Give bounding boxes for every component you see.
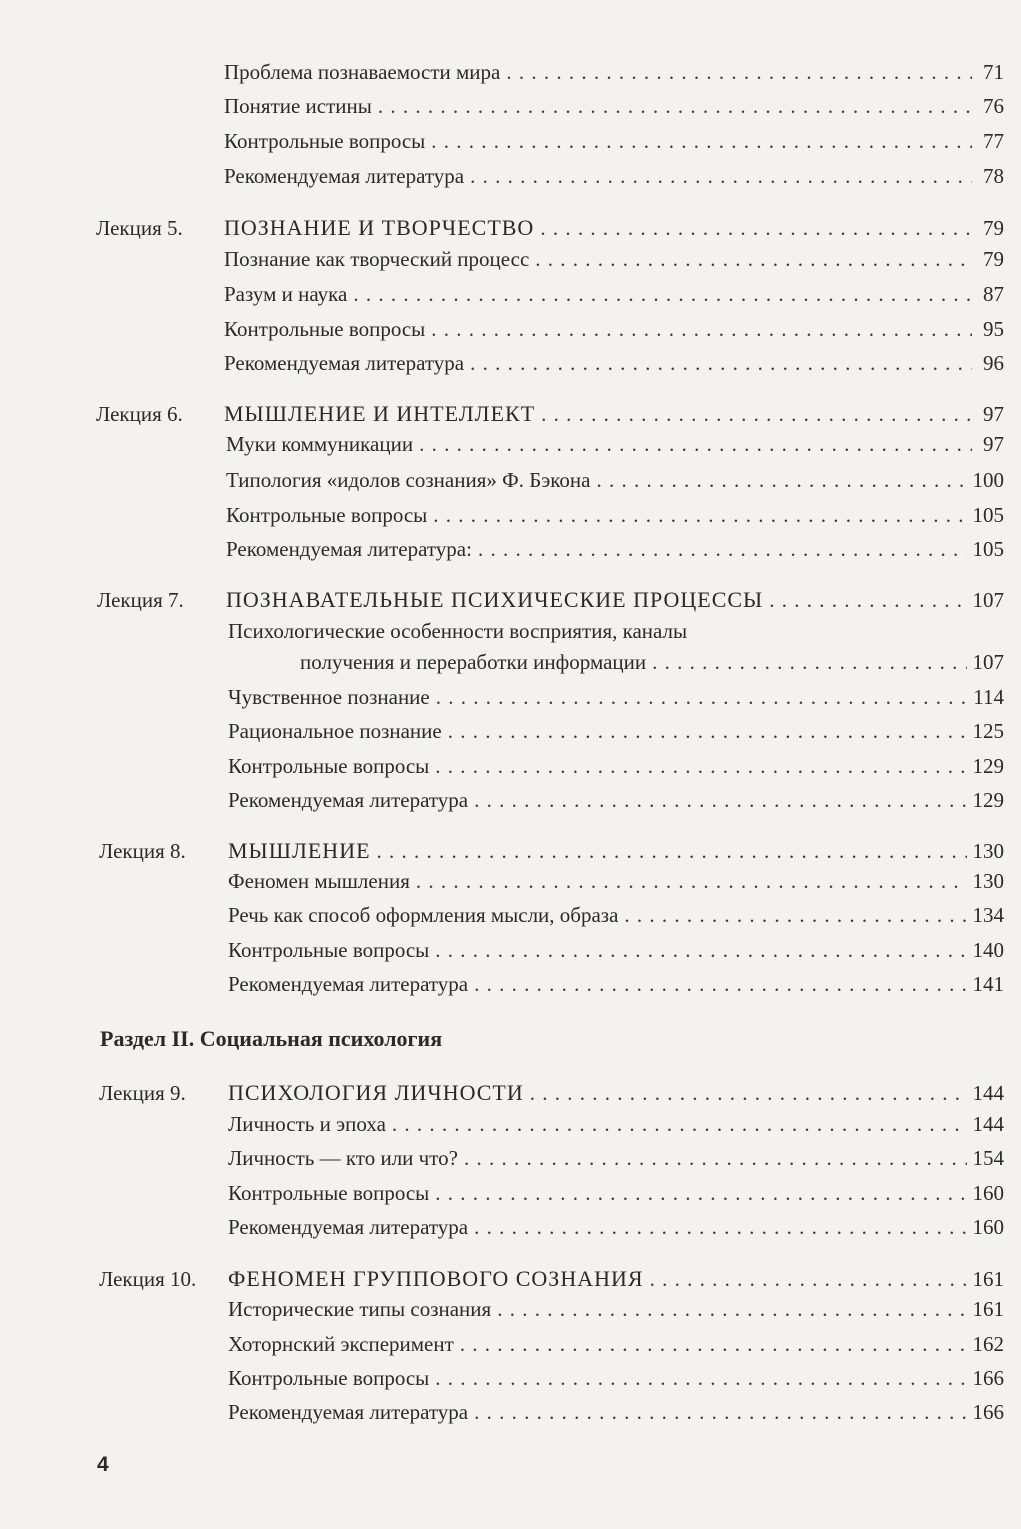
toc-entry-title: Контрольные вопросы [224, 317, 426, 341]
toc-entry-title: получения и переработки информации [300, 650, 647, 674]
dot-leader [448, 717, 967, 745]
dot-leader [435, 1364, 966, 1392]
dot-leader [540, 214, 972, 242]
dot-leader [530, 1079, 967, 1107]
toc-entry-page: 162 [972, 1332, 1004, 1356]
toc-entry-page: 144 [972, 1112, 1004, 1136]
toc-entry-title: ПОЗНАНИЕ И ТВОРЧЕСТВО [224, 215, 535, 240]
toc-entry-page: 79 [983, 216, 1004, 240]
toc-entry-page: 78 [983, 164, 1004, 188]
toc-entry-title: Хоторнский эксперимент [228, 1332, 454, 1356]
toc-entry [226, 430, 1004, 458]
toc-lecture-entry [228, 1265, 1004, 1293]
toc-entry [228, 683, 1004, 711]
toc-entry [228, 1144, 1004, 1172]
toc-entry-page: 71 [983, 60, 1004, 84]
toc-entry [228, 936, 1004, 964]
toc-entry-page: 76 [983, 94, 1004, 118]
dot-leader [470, 162, 972, 190]
toc-entry-title: Контрольные вопросы [228, 1366, 430, 1390]
dot-leader [460, 1330, 967, 1358]
toc-entry-page: 130 [972, 839, 1004, 863]
lecture-label: Лекция 7. [97, 588, 184, 612]
lecture-label: Лекция 6. [96, 402, 183, 426]
toc-entry-page: 97 [983, 402, 1004, 426]
toc-entry [228, 1295, 1004, 1323]
toc-entry [226, 535, 1004, 563]
toc-entry [224, 245, 1004, 273]
toc-entry [226, 466, 1004, 494]
dot-leader [431, 127, 972, 155]
dot-leader [433, 501, 966, 529]
toc-entry [228, 1213, 1004, 1241]
toc-entry [228, 786, 1004, 814]
toc-entry-page: 129 [972, 754, 1004, 778]
toc-entry [226, 501, 1004, 529]
toc-entry [228, 717, 1004, 745]
toc-entry-title: Рекомендуемая литература [228, 1215, 469, 1239]
dot-leader [392, 1110, 967, 1138]
dot-leader [596, 466, 966, 494]
dot-leader [435, 1179, 966, 1207]
toc-entry-page: 161 [972, 1267, 1004, 1291]
toc-entry [228, 1364, 1004, 1392]
dot-leader [650, 1265, 967, 1293]
toc-entry-page: 161 [972, 1297, 1004, 1321]
toc-entry-title: Рекомендуемая литература [228, 1400, 469, 1424]
toc-lecture-entry [226, 586, 1004, 614]
toc-entry [228, 1110, 1004, 1138]
toc-entry-page: 107 [972, 650, 1004, 674]
toc-entry-title: Исторические типы сознания [228, 1297, 492, 1321]
lecture-label: Лекция 8. [99, 839, 186, 863]
toc-entry [228, 752, 1004, 780]
toc-entry-title: Контрольные вопросы [228, 754, 430, 778]
toc-entry-page: 140 [972, 938, 1004, 962]
dot-leader [377, 837, 967, 865]
toc-entry [228, 1398, 1004, 1426]
toc-entry-page: 125 [972, 719, 1004, 743]
toc-entry-title: Познание как творческий процесс [224, 247, 530, 271]
lecture-label: Лекция 9. [99, 1081, 186, 1105]
toc-entry-page: 160 [972, 1215, 1004, 1239]
toc-entry [224, 315, 1004, 343]
toc-entry-title: Личность и эпоха [228, 1112, 386, 1136]
toc-entry-title: Рекомендуемая литература: [226, 537, 472, 561]
toc-entry-title-line1: Психологические особенности восприятия, каналы [228, 619, 688, 643]
dot-leader [652, 648, 966, 676]
toc-entry-page: 100 [972, 468, 1004, 492]
dot-leader [464, 1144, 967, 1172]
page-number: 4 [97, 1453, 109, 1476]
dot-leader [497, 1295, 966, 1323]
toc-entry-title: Рациональное познание [228, 719, 442, 743]
dot-leader [470, 349, 972, 377]
toc-lecture-entry [228, 837, 1004, 865]
toc-entry [228, 1179, 1004, 1207]
toc-entry-page: 141 [972, 972, 1004, 996]
section-heading: Раздел II. Социальная психология [100, 1026, 443, 1051]
dot-leader [416, 867, 967, 895]
dot-leader [506, 58, 972, 86]
toc-entry-page: 79 [983, 247, 1004, 271]
toc-entry-title: Рекомендуемая литература [224, 164, 465, 188]
toc-entry [228, 867, 1004, 895]
toc-entry-title: Речь как способ оформления мысли, образа [228, 903, 619, 927]
toc-entry [300, 648, 1004, 676]
toc-entry-page: 107 [972, 588, 1004, 612]
dot-leader [541, 400, 972, 428]
toc-entry-title: МЫШЛЕНИЕ [228, 838, 371, 863]
toc-lecture-entry [224, 214, 1004, 242]
toc-entry-title: Чувственное познание [228, 685, 430, 709]
dot-leader [474, 970, 966, 998]
toc-entry [228, 1330, 1004, 1358]
toc-entry [224, 92, 1004, 120]
toc-entry-title: Контрольные вопросы [226, 503, 428, 527]
lecture-label: Лекция 5. [96, 216, 183, 240]
toc-entry-page: 114 [973, 685, 1004, 709]
toc-entry-title: Рекомендуемая литература [228, 788, 469, 812]
toc-entry-page: 105 [972, 537, 1004, 561]
toc-entry-title: Рекомендуемая литература [224, 351, 465, 375]
toc-entry-title: ПОЗНАВАТЕЛЬНЫЕ ПСИХИЧЕСКИЕ ПРОЦЕССЫ [226, 587, 764, 612]
toc-entry-page: 166 [972, 1366, 1004, 1390]
toc-entry-page: 87 [983, 282, 1004, 306]
toc-entry-title: Личность — кто или что? [228, 1146, 458, 1170]
toc-entry-title: Контрольные вопросы [224, 129, 426, 153]
dot-leader [435, 936, 966, 964]
dot-leader [478, 535, 967, 563]
toc-entry-page: 96 [983, 351, 1004, 375]
toc-entry-page: 144 [972, 1081, 1004, 1105]
toc-entry-title: ФЕНОМЕН ГРУППОВОГО СОЗНАНИЯ [228, 1266, 644, 1291]
toc-entry-title: Феномен мышления [228, 869, 410, 893]
dot-leader [431, 315, 972, 343]
toc-entry [224, 162, 1004, 190]
lecture-label: Лекция 10. [99, 1267, 197, 1291]
toc-entry-title: Понятие истины [224, 94, 372, 118]
dot-leader [353, 280, 972, 308]
toc-entry-page: 105 [972, 503, 1004, 527]
toc-lecture-entry [224, 400, 1004, 428]
toc-entry [228, 970, 1004, 998]
toc-entry-page: 95 [983, 317, 1004, 341]
toc-entry-page: 129 [972, 788, 1004, 812]
dot-leader [419, 430, 972, 458]
toc-entry-page: 134 [972, 903, 1004, 927]
toc-entry [224, 127, 1004, 155]
toc-entry [224, 58, 1004, 86]
dot-leader [535, 245, 972, 273]
toc-entry-title: Контрольные вопросы [228, 1181, 430, 1205]
dot-leader [474, 1398, 966, 1426]
toc-entry-page: 154 [972, 1146, 1004, 1170]
toc-entry-page: 77 [983, 129, 1004, 153]
toc-entry-title: Разум и наука [224, 282, 348, 306]
toc-entry-title: Контрольные вопросы [228, 938, 430, 962]
toc-entry-title: Муки коммуникации [226, 432, 414, 456]
dot-leader [769, 586, 966, 614]
toc-entry-page: 166 [972, 1400, 1004, 1424]
toc-entry-title: МЫШЛЕНИЕ И ИНТЕЛЛЕКТ [224, 401, 536, 426]
toc-entry [228, 901, 1004, 929]
toc-entry-title: Рекомендуемая литература [228, 972, 469, 996]
toc-entry [224, 349, 1004, 377]
toc-entry [224, 280, 1004, 308]
dot-leader [436, 683, 968, 711]
dot-leader [378, 92, 972, 120]
dot-leader [624, 901, 966, 929]
dot-leader [474, 1213, 966, 1241]
toc-entry-title: ПСИХОЛОГИЯ ЛИЧНОСТИ [228, 1080, 524, 1105]
toc-entry-page: 160 [972, 1181, 1004, 1205]
toc-entry-page: 130 [972, 869, 1004, 893]
toc-entry-title: Типология «идолов сознания» Ф. Бэкона [226, 468, 591, 492]
toc-entry-page: 97 [983, 432, 1004, 456]
toc-lecture-entry [228, 1079, 1004, 1107]
dot-leader [435, 752, 966, 780]
toc-entry-title: Проблема познаваемости мира [224, 60, 501, 84]
dot-leader [474, 786, 966, 814]
